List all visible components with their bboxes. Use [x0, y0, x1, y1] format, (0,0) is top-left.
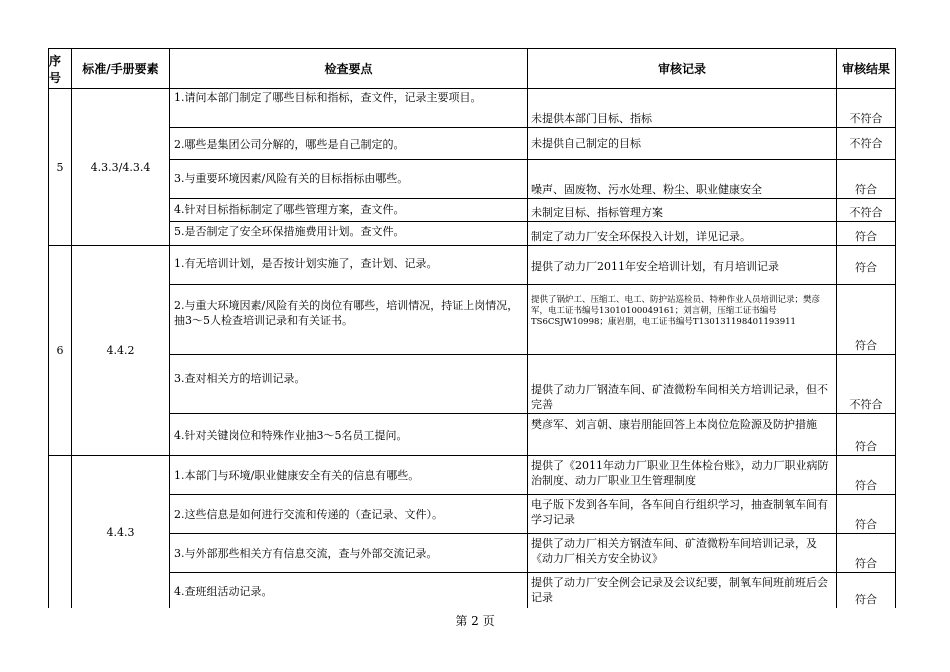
check-point: 2.哪些是集团公司分解的，哪些是自己制定的。 — [169, 127, 528, 160]
check-point: 4.针对目标指标制定了哪些管理方案，查文件。 — [169, 198, 528, 222]
group-standard: 4.3.3/4.3.4 — [71, 88, 170, 246]
audit-result: 不符合 — [836, 88, 896, 128]
audit-record: 噪声、固废物、污水处理、粉尘、职业健康安全 — [527, 159, 837, 199]
audit-record: 提供了动力厂安全例会记录及会议纪要，制氧车间班前班后会记录 — [527, 572, 837, 608]
audit-record: 提供了动力厂2011年安全培训计划，有月培训记录 — [527, 245, 837, 285]
audit-record: 提供了《2011年动力厂职业卫生体检台账》，动力厂职业病防治制度、动力厂职业卫生管理制度 — [527, 455, 837, 495]
check-point: 3.与外部那些相关方有信息交流，查与外部交流记录。 — [169, 533, 528, 573]
audit-result: 不符合 — [836, 198, 896, 222]
audit-record: 提供了动力厂钢渣车间、矿渣微粉车间相关方培训记录，但不完善 — [527, 354, 837, 414]
check-point: 4.查班组活动记录。 — [169, 572, 528, 608]
audit-result: 不符合 — [836, 127, 896, 160]
audit-result: 符合 — [836, 533, 896, 573]
audit-table — [48, 48, 896, 608]
audit-record: 提供了锅炉工、压缩工、电工、防护站巡检员、特种作业人员培训记录；樊彦军，电工证书编号13010100049161；刘言朝，压缩工证书编号TS6CSJW10998；康岩朋，电工证书编号T130131198401193911 — [527, 284, 837, 355]
audit-result: 符合 — [836, 159, 896, 199]
audit-record: 樊彦军、刘言朝、康岩朋能回答上本岗位危险源及防护措施 — [527, 413, 837, 456]
check-point: 1.有无培训计划，是否按计划实施了，查计划、记录。 — [169, 245, 528, 285]
group-seq — [48, 455, 72, 608]
check-point: 3.与重要环境因素/风险有关的目标指标由哪些。 — [169, 159, 528, 199]
header-audit-result: 审核结果 — [836, 48, 896, 89]
header-standard: 标准/手册要素 — [71, 48, 170, 89]
check-point: 4.针对关键岗位和特殊作业抽3～5名员工提问。 — [169, 413, 528, 456]
header-seq: 序号 — [48, 48, 72, 89]
audit-record: 提供了动力厂相关方钢渣车间、矿渣微粉车间培训记录，及《动力厂相关方安全协议》 — [527, 533, 837, 573]
group-standard: 4.4.3 — [71, 455, 170, 608]
header-check-points: 检查要点 — [169, 48, 528, 89]
check-point: 1.本部门与环境/职业健康安全有关的信息有哪些。 — [169, 455, 528, 495]
group-seq: 5 — [48, 88, 72, 246]
check-point: 1.请问本部门制定了哪些目标和指标，查文件，记录主要项目。 — [169, 88, 528, 128]
audit-record: 未制定目标、指标管理方案 — [527, 198, 837, 222]
check-point: 3.查对相关方的培训记录。 — [169, 354, 528, 414]
audit-record: 未提供自己制定的目标 — [527, 127, 837, 160]
audit-record: 未提供本部门目标、指标 — [527, 88, 837, 128]
check-point: 5.是否制定了安全环保措施费用计划。查文件。 — [169, 221, 528, 246]
group-standard: 4.4.2 — [71, 245, 170, 456]
audit-result: 符合 — [836, 245, 896, 285]
audit-result: 符合 — [836, 494, 896, 534]
audit-result: 符合 — [836, 572, 896, 608]
audit-record: 电子版下发到各车间，各车间自行组织学习，抽查制氧车间有学习记录 — [527, 494, 837, 534]
audit-result: 符合 — [836, 413, 896, 456]
page-number: 第 2 页 — [455, 614, 495, 628]
check-point: 2.与重大环境因素/风险有关的岗位有哪些，培训情况，持证上岗情况，抽3～5人检查培训记录和有关证书。 — [169, 284, 528, 355]
audit-result: 符合 — [836, 221, 896, 246]
group-seq: 6 — [48, 245, 72, 456]
audit-result: 符合 — [836, 284, 896, 355]
check-point: 2.这些信息是如何进行交流和传递的（查记录、文件）。 — [169, 494, 528, 534]
header-audit-record: 审核记录 — [527, 48, 837, 89]
audit-record: 制定了动力厂安全环保投入计划，详见记录。 — [527, 221, 837, 246]
audit-result: 不符合 — [836, 354, 896, 414]
audit-result: 符合 — [836, 455, 896, 495]
